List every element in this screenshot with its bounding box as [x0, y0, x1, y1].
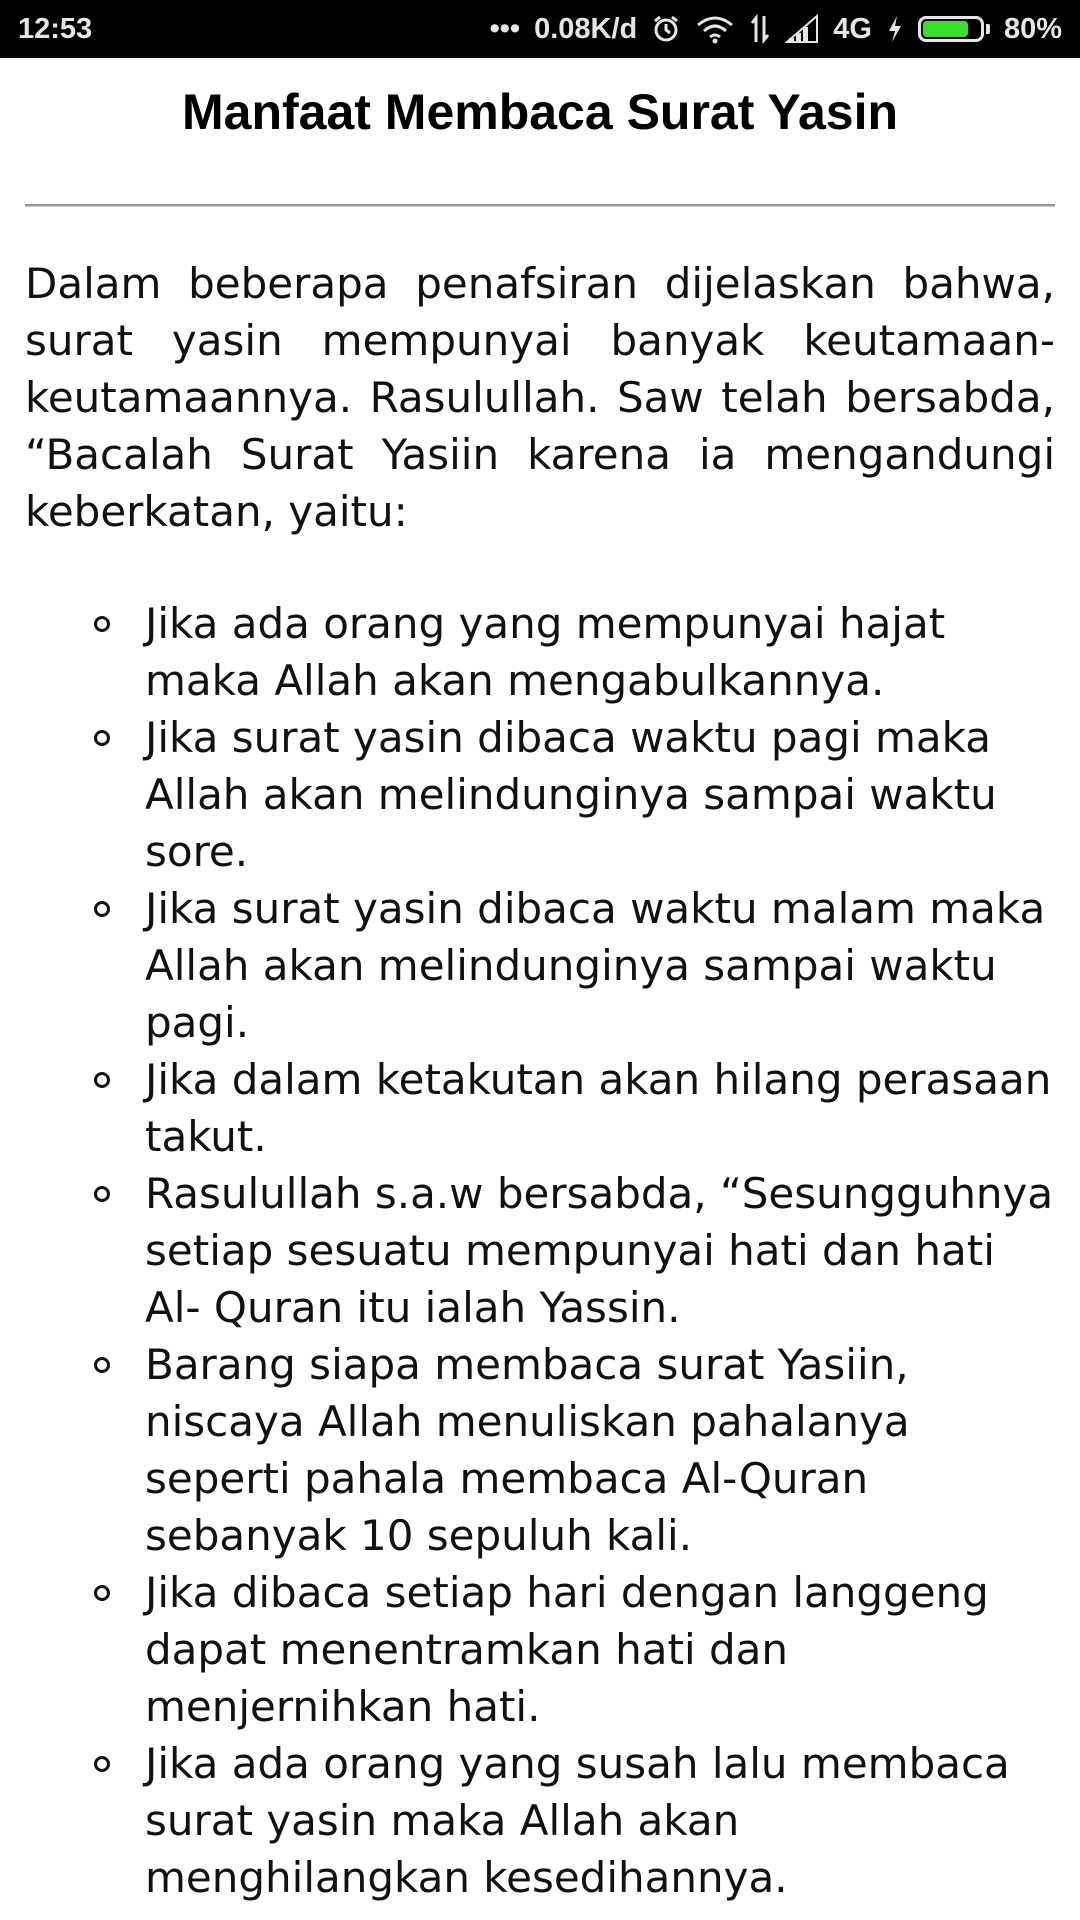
- battery-percent: 80%: [1003, 12, 1062, 45]
- list-item: [25, 1165, 1055, 1336]
- bullet-circle-icon: [94, 1186, 110, 1202]
- list-item: [25, 1564, 1055, 1735]
- more-dots: •••: [489, 12, 521, 45]
- bullet-circle-icon: [94, 1585, 110, 1601]
- bullet-circle-icon: [94, 730, 110, 746]
- bullet-circle-icon: [94, 616, 110, 632]
- list-item-text: Jika ada orang yang mempunyai hajat maka Allah akan mengabulkannya.: [145, 599, 946, 705]
- bullet-circle-icon: [94, 1756, 110, 1772]
- list-item-text: Jika dibaca setiap hari dengan langgeng dapat menentramkan hati dan menjernihkan hati.: [145, 1568, 989, 1731]
- list-item-text: Barang siapa membaca surat Yasiin, niscaya Allah menuliskan pahalanya seperti pahala membaca Al-Quran sebanyak 10 sepuluh kali.: [145, 1340, 910, 1560]
- list-item-text: Jika surat yasin dibaca waktu pagi maka Allah akan melindunginya sampai waktu sore.: [145, 713, 997, 876]
- benefits-list: [25, 595, 1055, 1906]
- wifi-icon: [695, 14, 735, 44]
- battery-icon: [918, 16, 990, 42]
- title-divider: [25, 204, 1055, 207]
- list-item: [25, 709, 1055, 880]
- status-bar: [0, 0, 1080, 58]
- battery-tip: [986, 24, 990, 34]
- bullet-circle-icon: [94, 1072, 110, 1088]
- bullet-circle-icon: [94, 901, 110, 917]
- battery-fill: [923, 21, 968, 37]
- list-item-text: Jika dalam ketakutan akan hilang perasaan takut.: [145, 1055, 1052, 1161]
- bullet-circle-icon: [94, 1357, 110, 1373]
- list-item: [25, 1051, 1055, 1165]
- data-arrows-icon: [749, 14, 771, 44]
- intro-paragraph: Dalam beberapa penafsiran dijelaskan bahwa, surat yasin mempunyai banyak keutamaan-keutamaannya. Rasulullah. Saw telah bersabda, “Bacalah Surat Yasiin karena ia mengandungi keberkatan, yaitu:: [25, 259, 1055, 536]
- network-type: 4G: [833, 12, 872, 45]
- article-content[interactable]: [0, 58, 1080, 1920]
- alarm-icon: [651, 14, 681, 44]
- list-item-text: Jika surat yasin dibaca waktu malam maka Allah akan melindunginya sampai waktu pagi.: [145, 884, 1046, 1047]
- page-title: Manfaat Membaca Surat Yasin: [181, 84, 898, 140]
- list-item-text: Rasulullah s.a.w bersabda, “Sesungguhnya setiap sesuatu mempunyai hati dan hati Al- Quran itu ialah Yassin.: [145, 1169, 1054, 1332]
- status-time: 12:53: [18, 12, 93, 45]
- list-item: [25, 595, 1055, 709]
- status-icons: [490, 13, 1062, 46]
- battery-body: [918, 16, 984, 42]
- list-item: [25, 880, 1055, 1051]
- network-speed: 0.08K/d: [534, 12, 638, 45]
- list-item-text: Jika ada orang yang susah lalu membaca surat yasin maka Allah akan menghilangkan kesedihannya.: [145, 1739, 1010, 1902]
- list-item: [25, 1336, 1055, 1564]
- list-item: [25, 1735, 1055, 1906]
- signal-icon: [785, 14, 819, 44]
- charging-bolt-icon: [886, 14, 904, 44]
